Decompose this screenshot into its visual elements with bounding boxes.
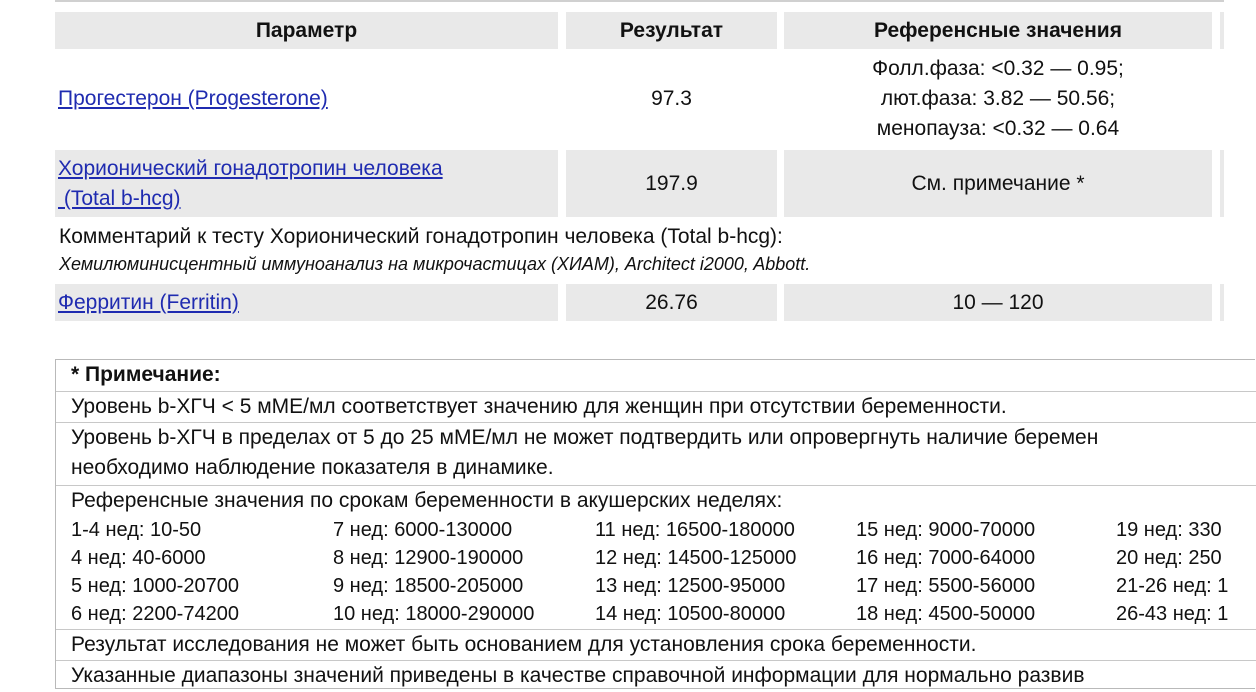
week-range: 26-43 нед: 1 xyxy=(1116,603,1229,625)
week-range: 9 нед: 18500-205000 xyxy=(333,575,524,597)
table-row-hcg-parameter xyxy=(55,150,558,217)
progesterone-link[interactable]: Прогестерон (Progesterone) xyxy=(58,87,328,110)
week-range: 1-4 нед: 10-50 xyxy=(71,519,202,541)
week-range: 19 нед: 330 xyxy=(1116,519,1222,541)
header-result-label: Результат xyxy=(619,18,724,42)
table-row-ferritin-result xyxy=(566,284,777,321)
note-gray-zone-line2: необходимо наблюдение показателя в динамике. xyxy=(71,456,554,479)
table-row-hcg-reference xyxy=(784,150,1212,217)
top-divider xyxy=(55,0,1224,2)
week-range: 6 нед: 2200-74200 xyxy=(71,603,239,625)
header-extra-column xyxy=(1220,12,1224,49)
note-title: * Примечание: xyxy=(56,360,1256,392)
table-row-ferritin-reference xyxy=(784,284,1212,321)
week-range: 10 нед: 18000-290000 xyxy=(333,603,535,625)
note-reference-disclaimer: Указанные диапазоны значений приведены в качестве справочной информации для нормально развив xyxy=(71,664,1085,687)
week-range: 8 нед: 12900-190000 xyxy=(333,547,524,569)
table-row-ferritin-parameter xyxy=(55,284,558,321)
progesterone-ref-luteal: лют.фаза: 3.82 — 50.56; xyxy=(880,87,1116,110)
week-range: 11 нед: 16500-180000 xyxy=(595,519,795,541)
note-gestation-disclaimer: Результат исследования не может быть основанием для установления срока беременности. xyxy=(56,630,1256,661)
hcg-link[interactable] xyxy=(58,154,443,214)
ferritin-result-value: 26.76 xyxy=(645,290,698,314)
hcg-comment-method: Хемилюминисцентный иммуноанализ на микрочастицах (ХИАМ), Architect i2000, Abbott. xyxy=(59,254,811,274)
header-parameter-label: Параметр xyxy=(255,18,358,42)
week-range: 21-26 нед: 1 xyxy=(1116,575,1229,597)
hcg-comment-title: Комментарий к тесту Хорионический гонадотропин человека (Total b-hcg): xyxy=(59,225,783,248)
week-range: 7 нед: 6000-130000 xyxy=(333,519,513,541)
progesterone-result-value: 97.3 xyxy=(651,87,692,110)
week-range: 17 нед: 5500-56000 xyxy=(856,575,1036,597)
header-reference-label: Референсные значения xyxy=(874,18,1122,42)
note-weekly-reference xyxy=(56,486,1256,630)
week-range: 4 нед: 40-6000 xyxy=(71,547,206,569)
week-range: 18 нед: 4500-50000 xyxy=(856,603,1036,625)
header-parameter xyxy=(55,12,558,49)
table-row-progesterone-reference xyxy=(784,53,1212,145)
week-range: 20 нед: 250 xyxy=(1116,547,1222,569)
header-result xyxy=(566,12,777,49)
hcg-result-value: 197.9 xyxy=(645,171,698,195)
week-range: 12 нед: 14500-125000 xyxy=(595,547,797,569)
note-box xyxy=(55,359,1255,689)
week-range: 15 нед: 9000-70000 xyxy=(856,519,1036,541)
week-range: 14 нед: 10500-80000 xyxy=(595,603,786,625)
progesterone-ref-follicular: Фолл.фаза: <0.32 — 0.95; xyxy=(872,57,1124,80)
progesterone-ref-menopause: менопауза: <0.32 — 0.64 xyxy=(876,117,1120,140)
weekly-reference-grid xyxy=(71,516,1256,628)
ferritin-reference-value: 10 — 120 xyxy=(952,290,1044,314)
note-gray-zone-line1: Уровень b-ХГЧ в пределах от 5 до 25 мМЕ/мл не может подтвердить или опровергнуть наличие беремен xyxy=(71,426,1099,449)
week-range: 13 нед: 12500-95000 xyxy=(595,575,786,597)
table-row-progesterone-result xyxy=(566,53,777,145)
table-row-progesterone-parameter xyxy=(55,53,558,145)
ferritin-extra-column xyxy=(1220,284,1224,321)
hcg-link-line1[interactable]: Хорионический гонадотропин человека xyxy=(58,156,443,180)
hcg-link-line2[interactable]: (Total b-hcg) xyxy=(58,186,181,210)
week-range: 5 нед: 1000-20700 xyxy=(71,575,239,597)
week-range: 16 нед: 7000-64000 xyxy=(856,547,1036,569)
table-row-hcg-result xyxy=(566,150,777,217)
hcg-extra-column xyxy=(1220,150,1224,217)
header-reference xyxy=(784,12,1212,49)
ferritin-link[interactable]: Ферритин (Ferritin) xyxy=(58,290,239,314)
note-negative-threshold: Уровень b-ХГЧ < 5 мМЕ/мл соответствует значению для женщин при отсутствии беременности. xyxy=(56,392,1256,423)
weekly-reference-heading: Референсные значения по срокам беременности в акушерских неделях: xyxy=(71,489,783,512)
note-gray-zone xyxy=(56,423,1256,486)
hcg-reference-value: См. примечание * xyxy=(911,171,1085,195)
